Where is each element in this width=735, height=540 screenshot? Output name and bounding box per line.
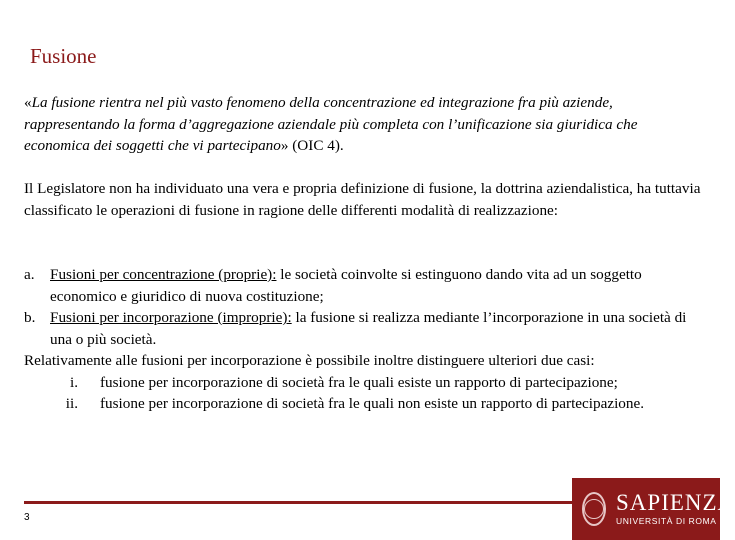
quote-close: »	[280, 137, 289, 154]
case-marker: ii.	[65, 395, 78, 412]
case-text: fusione per incorporazione di società fra le quali esiste un rapporto di partecipazione;	[100, 373, 618, 391]
quote-text: La fusione rientra nel più vasto fenomeno della concentrazione ed integrazione fra più aziende, rappresentando la forma d’aggregazione aziendale più completa con l’unificazione sia giuridica che economica dei soggetti che vi partecipano	[24, 94, 638, 154]
list-item-body	[50, 264, 704, 307]
footer-divider	[24, 501, 572, 504]
quote-source: (OIC 4).	[288, 137, 344, 154]
list-marker: a.	[24, 266, 35, 283]
list-item-text: la fusione si realizza mediante l’incorporazione in una società di una o più società.	[50, 309, 687, 348]
logo-text	[616, 492, 735, 526]
case-item	[24, 393, 704, 415]
list-item-text: le società coinvolte si estinguono dando vita ad un soggetto economico e giuridico di nuova costituzione;	[50, 266, 642, 305]
page-number: 3	[24, 512, 30, 523]
list-item	[24, 307, 704, 350]
case-item	[24, 372, 704, 394]
logo-subtitle: UNIVERSITÀ DI ROMA	[616, 516, 717, 526]
logo-name: SAPIENZA	[616, 490, 735, 515]
list-marker: b.	[24, 309, 36, 326]
case-marker: i.	[69, 373, 78, 391]
intro-paragraph: Il Legislatore non ha individuato una vera e propria definizione di fusione, la dottrina aziendalistica, ha tuttavia classificato le operazioni di fusione in ragione delle differenti modalità di realizzazione:	[24, 180, 701, 219]
list-item-body	[50, 307, 704, 350]
quote-paragraph	[24, 92, 704, 157]
list-item	[24, 264, 704, 307]
quote-open: «	[24, 94, 32, 111]
list-item-term: Fusioni per concentrazione (proprie):	[50, 266, 277, 283]
followup-text: Relativamente alle fusioni per incorporazione è possibile inoltre distinguere ulteriori due casi:	[24, 352, 595, 369]
university-seal-icon	[582, 492, 606, 526]
university-logo	[572, 478, 735, 540]
list-item-term: Fusioni per incorporazione (improprie):	[50, 309, 292, 326]
merger-types-list	[24, 264, 704, 415]
slide-title: Fusione	[30, 44, 97, 68]
case-text: fusione per incorporazione di società fra le quali non esiste un rapporto di partecipazione.	[100, 395, 645, 412]
